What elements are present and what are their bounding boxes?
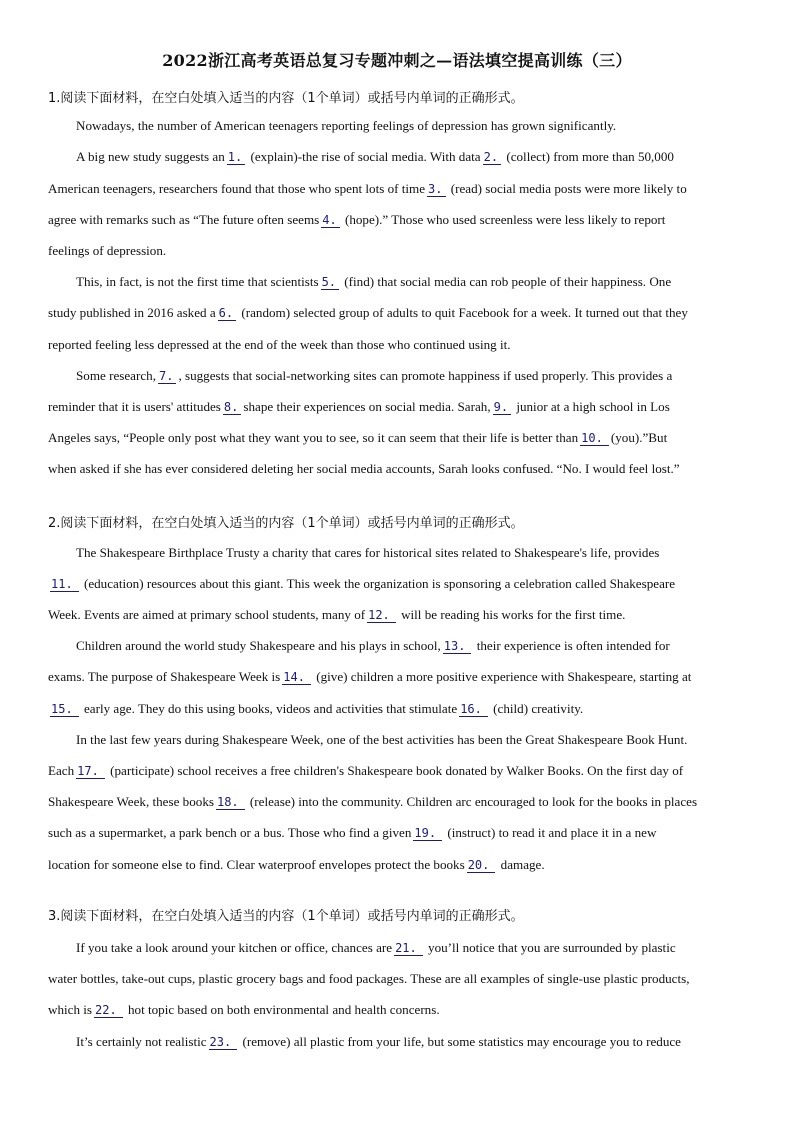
section-heading: 1.阅读下面材料，在空白处填入适当的内容（1个单词）或括号内单词的正确形式。 [48, 91, 524, 106]
passage-text: water bottles, take-out cups, plastic grocery bags and food packages. These are all examples of single-use plastic products, [48, 971, 690, 986]
text-line [48, 856, 545, 874]
passage-text: The Shakespeare Birthplace Trusty a charity that cares for historical sites related to Shakespeare's life, provides [76, 545, 660, 560]
passage-text: (remove) all plastic from your life, but some statistics may encourage you to reduce [239, 1034, 681, 1049]
text-line [48, 824, 656, 842]
passage-text: This, in fact, is not the first time that scientists [76, 274, 319, 289]
passage-text: junior at a high school in Los [513, 399, 670, 414]
answer-blank[interactable]: 19. [413, 826, 442, 841]
text-line [48, 793, 697, 811]
passage-text: (hope).” Those who used screenless were less likely to report [341, 212, 666, 227]
text-line [48, 575, 675, 593]
passage-text: Angeles says, “People only post what they want you to see, so it can seem that their life is better than [48, 430, 579, 445]
passage-text: reminder that it is users' attitudes [48, 399, 221, 414]
text-line [48, 304, 688, 322]
answer-blank[interactable]: 22. [94, 1003, 123, 1018]
text-line [48, 606, 625, 624]
answer-blank[interactable]: 17. [76, 764, 105, 779]
passage-text: when asked if she has ever considered deleting her social media accounts, Sarah looks confused. “No. I would feel lost.” [48, 461, 680, 476]
text-line [76, 148, 674, 166]
passage-text: (education) resources about this giant. This week the organization is sponsoring a celebration called Shakespeare [80, 576, 676, 591]
passage-text: A big new study suggests an [76, 149, 225, 164]
text-line [76, 731, 687, 749]
passage-text: (you).”But [610, 430, 668, 445]
answer-blank[interactable]: 10. [580, 431, 609, 446]
text-line [76, 117, 616, 135]
answer-blank[interactable]: 20. [467, 858, 496, 873]
passage-text: Shakespeare Week, these books [48, 794, 214, 809]
answer-blank[interactable]: 3. [427, 182, 445, 197]
text-line [76, 1033, 681, 1051]
answer-blank[interactable]: 1. [227, 150, 245, 165]
passage-text: In the last few years during Shakespeare Week, one of the best activities has been the Great Shakespeare Book Hunt. [76, 732, 688, 747]
answer-blank[interactable]: 11. [50, 577, 79, 592]
passage-text: (explain)-the rise of social media. With data [247, 149, 481, 164]
text-line [76, 939, 676, 957]
passage-text: location for someone else to find. Clear waterproof envelopes protect the books [48, 857, 465, 872]
passage-text: If you take a look around your kitchen or office, chances are [76, 940, 393, 955]
passage-text: (instruct) to read it and place it in a new [444, 825, 657, 840]
answer-blank[interactable]: 18. [216, 795, 245, 810]
section-heading: 2.阅读下面材料，在空白处填入适当的内容（1个单词）或括号内单词的正确形式。 [48, 516, 524, 531]
text-line [48, 242, 166, 260]
passage-text: Each [48, 763, 75, 778]
text-line [48, 429, 667, 447]
passage-text: (participate) school receives a free children's Shakespeare book donated by Walker Books. On the first day of [106, 763, 684, 778]
text-line [76, 367, 672, 385]
answer-blank[interactable]: 8. [223, 400, 241, 415]
text-line [76, 544, 659, 562]
answer-blank[interactable]: 6. [218, 306, 236, 321]
passage-text: Children around the world study Shakespeare and his plays in school, [76, 638, 441, 653]
passage-text: which is [48, 1002, 93, 1017]
answer-blank[interactable]: 12. [367, 608, 396, 623]
answer-blank[interactable]: 16. [459, 702, 488, 717]
text-line [48, 211, 665, 229]
passage-text: (find) that social media can rob people of their happiness. One [341, 274, 672, 289]
passage-text: It’s certainly not realistic [76, 1034, 207, 1049]
answer-blank[interactable]: 14. [282, 670, 311, 685]
page-title: 2022浙江高考英语总复习专题冲刺之—语法填空提高训练（三） [162, 51, 632, 70]
text-line [76, 637, 670, 655]
answer-blank[interactable]: 2. [483, 150, 501, 165]
passage-text: Nowadays, the number of American teenagers reporting feelings of depression has grown significantly. [76, 118, 617, 133]
passage-text: (read) social media posts were more likely to [447, 181, 687, 196]
answer-blank[interactable]: 4. [321, 213, 339, 228]
passage-text: American teenagers, researchers found that those who spent lots of time [48, 181, 426, 196]
passage-text: hot topic based on both environmental and health concerns. [124, 1002, 440, 1017]
passage-text: Week. Events are aimed at primary school students, many of [48, 607, 366, 622]
passage-text: their experience is often intended for [473, 638, 670, 653]
text-line [48, 762, 683, 780]
passage-text: damage. [497, 857, 545, 872]
passage-text: early age. They do this using books, videos and activities that stimulate [80, 701, 458, 716]
text-line [48, 700, 583, 718]
passage-text: feelings of depression. [48, 243, 167, 258]
text-line [48, 336, 511, 354]
answer-blank[interactable]: 21. [394, 941, 423, 956]
passage-text: reported feeling less depressed at the end of the week than those who continued using it. [48, 337, 511, 352]
text-line [48, 460, 680, 478]
passage-text: (release) into the community. Children arc encouraged to look for the books in places [246, 794, 698, 809]
text-line [48, 668, 691, 686]
passage-text: agree with remarks such as “The future often seems [48, 212, 320, 227]
answer-blank[interactable]: 5. [321, 275, 339, 290]
passage-text: (random) selected group of adults to quit Facebook for a week. It turned out that they [238, 305, 688, 320]
passage-text: will be reading his works for the first time. [397, 607, 626, 622]
passage-text: (give) children a more positive experience with Shakespeare, starting at [312, 669, 692, 684]
passage-text: exams. The purpose of Shakespeare Week is [48, 669, 281, 684]
passage-text: Some research, [76, 368, 156, 383]
passage-text: you’ll notice that you are surrounded by plastic [424, 940, 676, 955]
answer-blank[interactable]: 7. [158, 369, 176, 384]
text-line [48, 970, 690, 988]
passage-text: such as a supermarket, a park bench or a bus. Those who find a given [48, 825, 412, 840]
passage-text: shape their experiences on social media. Sarah, [243, 399, 491, 414]
answer-blank[interactable]: 13. [443, 639, 472, 654]
text-line [48, 1001, 440, 1019]
answer-blank[interactable]: 15. [50, 702, 79, 717]
passage-text: , suggests that social-networking sites can promote happiness if used properly. This provides a [178, 368, 673, 383]
section-heading: 3.阅读下面材料，在空白处填入适当的内容（1个单词）或括号内单词的正确形式。 [48, 909, 524, 924]
text-line [76, 273, 671, 291]
text-line [48, 398, 670, 416]
passage-text: (collect) from more than 50,000 [503, 149, 674, 164]
answer-blank[interactable]: 23. [209, 1035, 238, 1050]
answer-blank[interactable]: 9. [493, 400, 511, 415]
text-line [48, 180, 687, 198]
passage-text: (child) creativity. [489, 701, 584, 716]
passage-text: study published in 2016 asked a [48, 305, 216, 320]
